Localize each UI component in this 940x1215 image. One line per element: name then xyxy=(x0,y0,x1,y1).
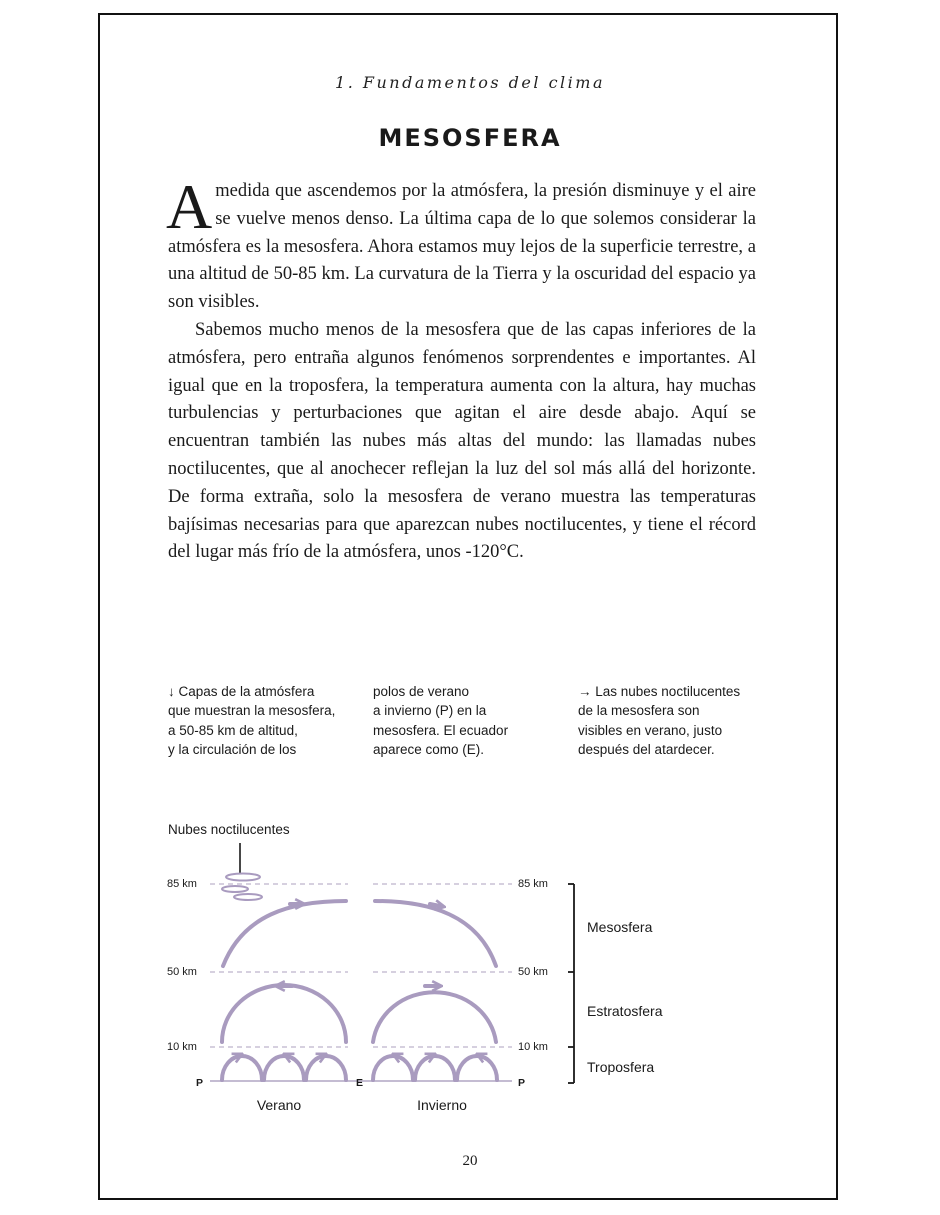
label-85km-left: 85 km xyxy=(167,878,197,890)
altitude-labels-left xyxy=(167,878,197,1053)
troposphere-cell-s2 xyxy=(264,1056,304,1080)
label-50km-right: 50 km xyxy=(518,966,548,978)
caption-middle: polos de verano a invierno (P) en la mesosfera. El ecuador aparece como (E). xyxy=(373,684,509,757)
caption-left: ↓ Capas de la atmósfera que muestran la mesosfera, a 50-85 km de altitud, y la circulación de los xyxy=(168,684,336,757)
layer-label-troposphere: Troposfera xyxy=(587,1059,655,1075)
circulation-arrows xyxy=(222,901,497,1080)
caption-right: → Las nubes noctilucentes de la mesosfera son visibles en verano, justo después del atardecer. xyxy=(578,684,741,757)
page-number: 20 xyxy=(462,1153,478,1169)
altitude-lines xyxy=(210,884,512,1047)
season-label-winter: Invierno xyxy=(417,1097,467,1113)
label-10km-left: 10 km xyxy=(167,1041,197,1053)
troposphere-cell-w1 xyxy=(373,1056,413,1080)
troposphere-cell-s1 xyxy=(222,1056,262,1080)
ground-label-equator: E xyxy=(356,1077,364,1089)
stratosphere-cell-summer xyxy=(222,985,346,1042)
paragraph-1 xyxy=(166,171,756,317)
troposphere-cell-s1-head xyxy=(232,1056,238,1059)
layer-bracket xyxy=(568,884,574,1083)
label-85km-right: 85 km xyxy=(518,878,548,890)
label-50km-left: 50 km xyxy=(167,966,197,978)
stratosphere-cell-winter xyxy=(373,992,496,1042)
troposphere-cell-w3 xyxy=(457,1056,497,1080)
page-title: MESOSFERA xyxy=(378,124,562,152)
ground-label-pole-right: P xyxy=(518,1077,526,1089)
troposphere-cell-w2 xyxy=(415,1056,455,1080)
layer-label-stratosphere: Estratosfera xyxy=(587,1003,663,1019)
paragraph-2: Sabemos mucho menos de la mesosfera que de las capas inferiores de la atmósfera, pero entraña algunos fenómenos sorprendentes e importantes. Al igual que en la troposfera, la temperatura aumenta con la altura, hay muchas turbulencias y perturbaciones que agitan el aire desde abajo. Aquí se encuentran también las nubes más altas del mundo: las llamadas nubes noctilucentes, que al anochecer reflejan la luz del sol más allá del horizonte. De forma extraña, solo la mesosfera de verano muestra las temperaturas bajísimas necesarias para que aparezcan nubes noctilucentes, y tiene el récord del lugar más frío de la atmósfera, unos -120°C. xyxy=(168,319,756,563)
mesosphere-arrow-winter-head xyxy=(430,904,440,906)
atmosphere-layers-diagram xyxy=(150,810,710,1120)
troposphere-cell-w3-head xyxy=(481,1056,487,1059)
altitude-labels-right xyxy=(518,878,548,1053)
body-text xyxy=(166,171,756,567)
mesosphere-arrow-summer xyxy=(223,901,346,966)
troposphere-cell-w1-head xyxy=(397,1056,403,1059)
layer-label-mesosphere: Mesosfera xyxy=(587,919,653,935)
cloud-label: Nubes noctilucentes xyxy=(168,822,290,837)
troposphere-cell-s2-head xyxy=(288,1056,294,1059)
season-label-summer: Verano xyxy=(256,1097,302,1113)
running-head: 1. Fundamentos del clima xyxy=(335,73,605,92)
ground-label-pole-left: P xyxy=(196,1077,204,1089)
mesosphere-arrow-winter xyxy=(375,901,496,966)
noctilucent-clouds xyxy=(222,874,262,901)
drop-cap: A xyxy=(166,171,213,242)
label-10km-right: 10 km xyxy=(518,1041,548,1053)
paragraph-1-text: medida que ascendemos por la atmósfera, la presión disminuye y el aire se vuelve menos denso. La última capa de lo que solemos considerar la atmósfera es la mesosfera. Ahora estamos muy lejos de la superficie terrestre, a una altitud de 50-85 km. La curvatura de la Tierra y la oscuridad del espacio ya son visibles. xyxy=(168,181,756,313)
troposphere-cell-s3 xyxy=(306,1056,346,1080)
troposphere-cell-w2-head xyxy=(425,1056,431,1059)
troposphere-cell-s3-head xyxy=(316,1056,322,1059)
